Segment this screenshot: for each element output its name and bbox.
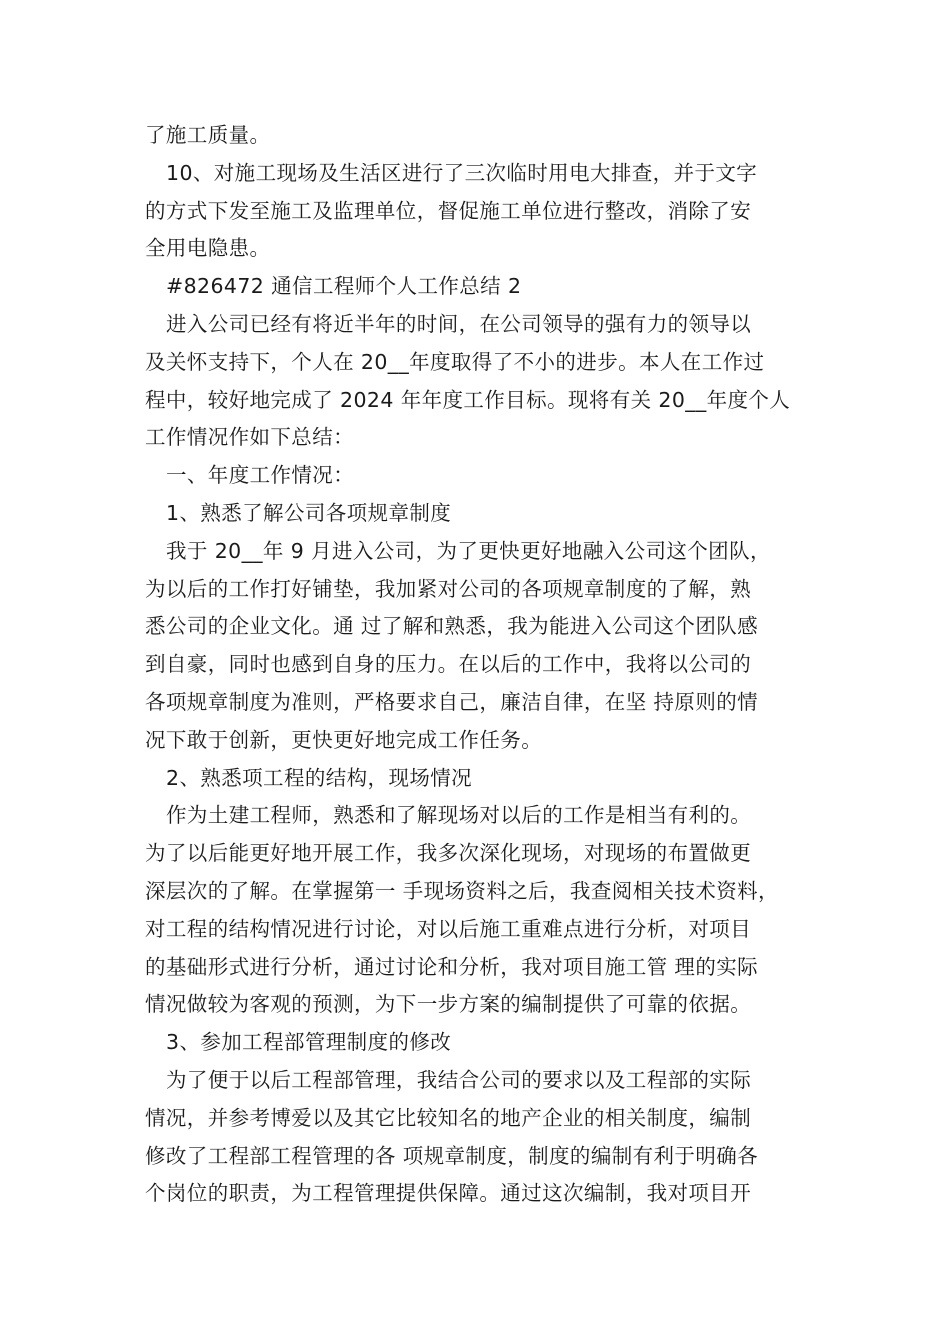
document-text-line: 10、对施工现场及生活区进行了三次临时用电大排查，并于文字 bbox=[166, 160, 758, 185]
document-text-line: 对工程的结构情况进行讨论，对以后施工重难点进行分析，对项目 bbox=[145, 916, 752, 941]
document-text-line: #826472 通信工程师个人工作总结 2 bbox=[166, 274, 522, 299]
document-text-line: 悉公司的企业文化。通 过了解和熟悉，我为能进入公司这个团队感 bbox=[145, 614, 759, 639]
document-body bbox=[145, 117, 807, 1213]
document-text-line: 情况，并参考博爱以及其它比较知名的地产企业的相关制度，编制 bbox=[145, 1105, 752, 1130]
document-text-line: 为了便于以后工程部管理，我结合公司的要求以及工程部的实际 bbox=[166, 1067, 752, 1092]
document-text-line: 各项规章制度为准则，严格要求自己，廉洁自律，在坚 持原则的情 bbox=[145, 689, 759, 714]
document-text-line: 情况做较为客观的预测，为下一步方案的编制提供了可靠的依据。 bbox=[145, 992, 752, 1017]
document-text-line: 一、年度工作情况： bbox=[166, 463, 355, 488]
document-text-line: 了施工质量。 bbox=[145, 123, 271, 147]
document-text-line: 工作情况作如下总结： bbox=[145, 425, 354, 450]
document-text-line: 的方式下发至施工及监理单位，督促施工单位进行整改，消除了安 bbox=[145, 198, 752, 223]
document-text-line: 进入公司已经有将近半年的时间，在公司领导的强有力的领导以 bbox=[166, 311, 752, 336]
document-text-line: 深层次的了解。在掌握第一 手现场资料之后，我查阅相关技术资料， bbox=[145, 878, 779, 903]
document-text-line: 2、熟悉项工程的结构，现场情况 bbox=[166, 765, 473, 790]
document-text-line: 3、参加工程部管理制度的修改 bbox=[166, 1030, 452, 1055]
document-text-line: 况下敢于创新，更快更好地完成工作任务。 bbox=[145, 727, 543, 752]
document-text-line: 1、熟悉了解公司各项规章制度 bbox=[166, 500, 452, 525]
document-text-line: 到自豪，同时也感到自身的压力。在以后的工作中，我将以公司的 bbox=[145, 652, 752, 677]
document-text-line: 为以后的工作打好铺垫，我加紧对公司的各项规章制度的了解，熟 bbox=[145, 576, 752, 601]
document-text-line: 程中，较好地完成了 2024 年年度工作目标。现将有关 20__年度个人 bbox=[145, 387, 791, 412]
document-text-line: 作为土建工程师，熟悉和了解现场对以后的工作是相当有利的。 bbox=[166, 803, 752, 828]
document-text-line: 个岗位的职责，为工程管理提供保障。通过这次编制，我对项目开 bbox=[145, 1181, 752, 1206]
document-text-line: 修改了工程部工程管理的各 项规章制度，制度的编制有利于明确各 bbox=[145, 1143, 759, 1168]
document-text-line: 为了以后能更好地开展工作，我多次深化现场，对现场的布置做更 bbox=[145, 841, 752, 866]
document-text-line: 我于 20__年 9 月进入公司，为了更快更好地融入公司这个团队， bbox=[166, 538, 771, 563]
document-text-line: 的基础形式进行分析，通过讨论和分析，我对项目施工管 理的实际 bbox=[145, 954, 759, 979]
document-text-line: 及关怀支持下，个人在 20__年度取得了不小的进步。本人在工作过 bbox=[145, 349, 765, 374]
document-text-line: 全用电隐患。 bbox=[145, 236, 271, 261]
